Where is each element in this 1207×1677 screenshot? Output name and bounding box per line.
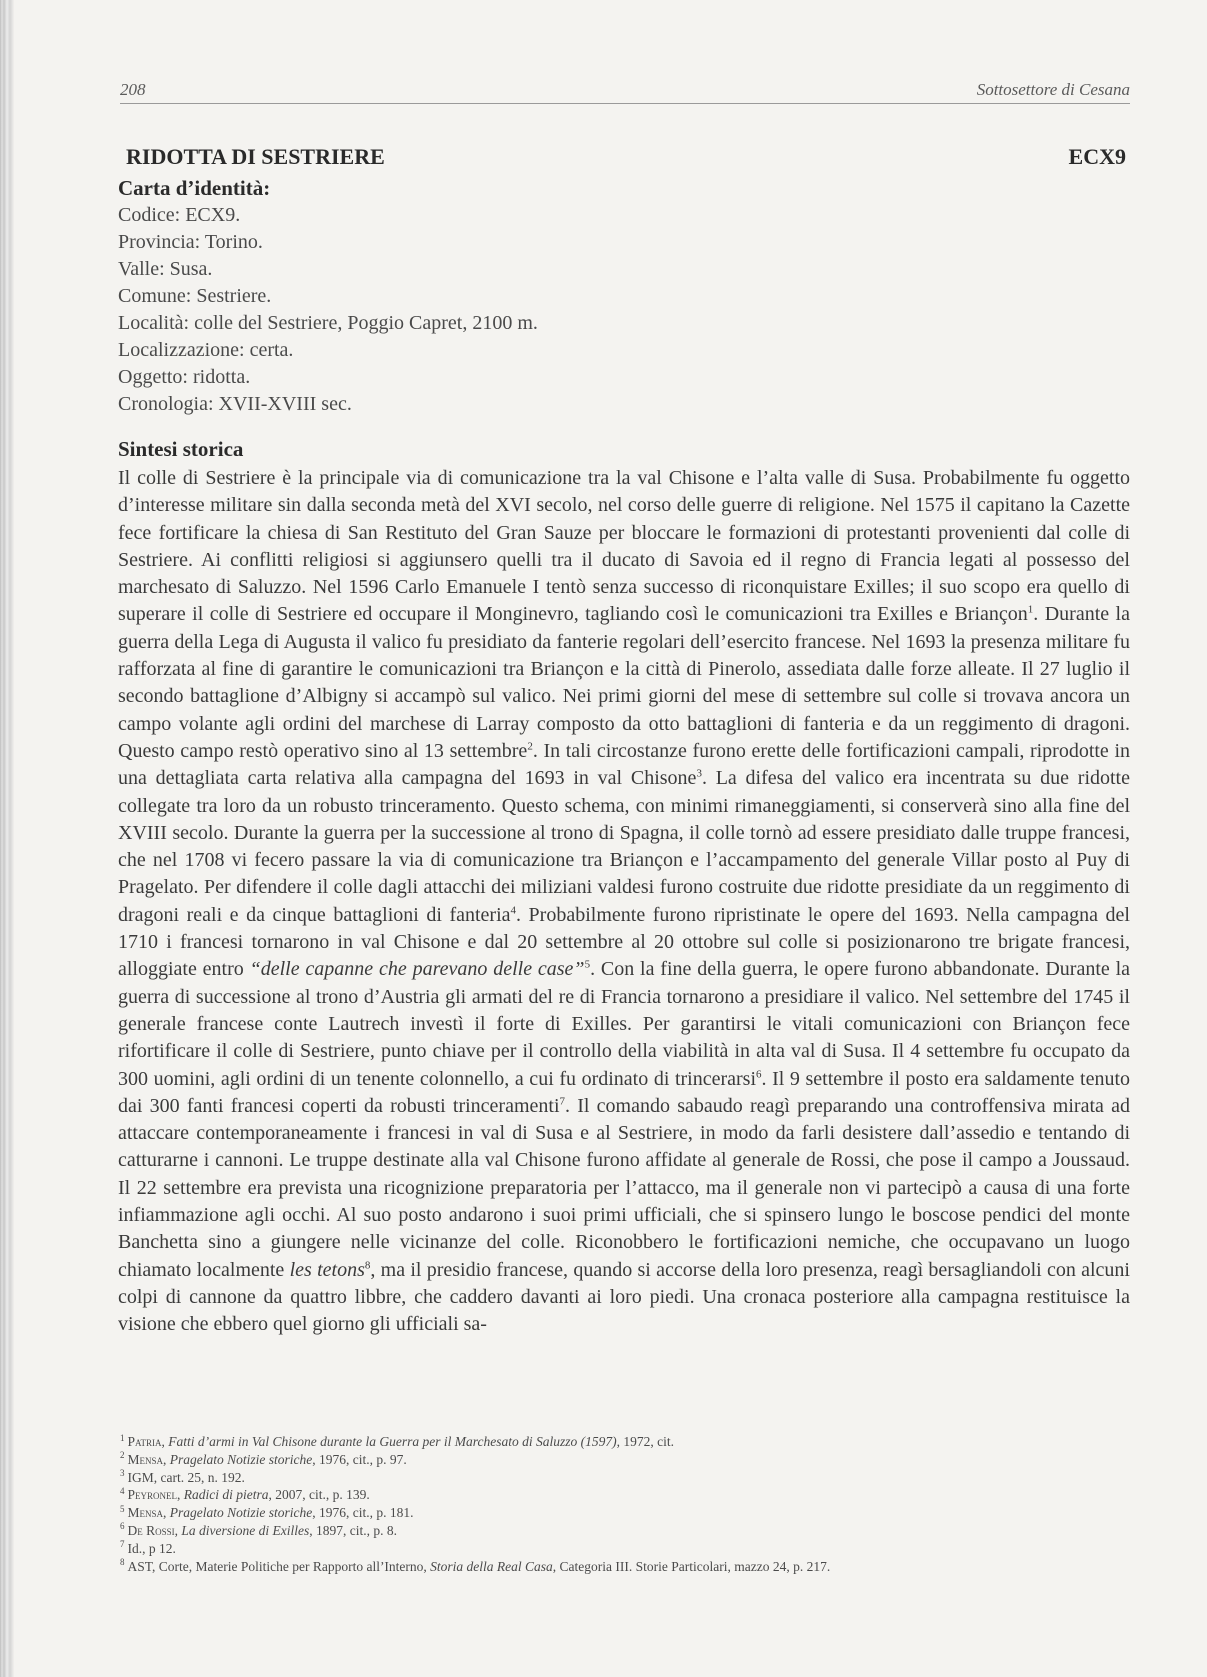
footnote-title: Pragelato Notizie storiche: [169, 1505, 313, 1521]
synthesis-body: [118, 465, 1130, 1339]
footnote-source: AST, Corte, Materie Politiche per Rapporto all’Interno,: [127, 1558, 431, 1574]
identity-line-localization: Localizzazione: certa.: [118, 339, 294, 361]
identity-line-code: Codice: ECX9.: [118, 204, 241, 226]
footnote-ref[interactable]: 5: [584, 958, 591, 971]
footnote-sep: ,: [174, 1522, 182, 1538]
footnote-author: Peyronel: [127, 1487, 178, 1503]
footnote-title: Fatti d’armi in Val Chisone durante la Guerra per il Marchesato di Saluzzo (1597): [168, 1434, 617, 1449]
page-number: 208: [120, 80, 146, 99]
identity-line-municipality: Comune: Sestriere.: [118, 285, 272, 307]
footnote-number: 3: [120, 1468, 125, 1479]
text-run: . Il 9 settembre il posto era saldamente tenuto dai 300 fanti francesi coperti da robusti trinceramenti: [118, 1067, 1131, 1117]
footnote-number: 8: [120, 1557, 125, 1568]
footnote-title: Storia della Real Casa: [430, 1558, 553, 1574]
footnote-ref[interactable]: 6: [756, 1067, 762, 1080]
footnote-ref[interactable]: 4: [510, 904, 517, 917]
text-run: Il colle di Sestriere è la principale via di comunicazione tra la val Chisone e l’alta valle di Susa. Probabilmente fu oggetto d’interesse militare sin dalla seconda metà del XVI secolo, nel corso delle guerre di religione. Nel 1575 il capitano la Cazette fece fortificare la chiesa di San Restituto del Gran Sauze per bloccare le formazioni di protestanti provenienti dal colle di Sestriere. Ai conflitti religiosi si aggiunsero quelli tra il ducato di Savoia ed il regno di Francia legati al possesso del marchesato di Saluzzo. Nel 1596 Carlo Emanuele I tentò senza successo di riconquistare Exilles; il suo scopo era quello di superare il colle di Sestriere ed occupare il Monginevro, tagliando così le comunicazioni tra Exilles e Briançon: [118, 467, 1130, 626]
header-rule: [120, 103, 1130, 104]
footnote-8: [120, 1558, 1130, 1576]
text-run: , ma il presidio francese, quando si accorse della loro presenza, reagì bersagliandoli con alcuni colpi di cannone da quattro libbre, che caddero davanti ai loro piedi. Una cronaca posteriore alla campagna restituisce la visione che ebbero quel giorno gli ufficiali sa-: [118, 1258, 1130, 1336]
footnote-author: Mensa: [127, 1505, 164, 1521]
identity-heading: Carta d’identità:: [118, 176, 271, 200]
footnote-1: [120, 1433, 1130, 1451]
italic-term: les tetons: [289, 1258, 365, 1281]
text-run: . La difesa del valico era incentrata su due ridotte collegate tra loro da un robusto trinceramento. Questo schema, con minimi rimaneggiamenti, si conserverà sino alla fine del XVIII secolo. Durante la guerra per la successione al trono di Spagna, il colle tornò ad essere presidiato dalle truppe francesi, che nel 1708 vi fecero passare la via di comunicazione tra Briançon e l’accampamento del generale Villar posto al Puy di Pragelato. Per difendere il colle dagli attacchi dei miliziani valdesi furono costruite due ridotte presidiate da un reggimento di dragoni reali e da cinque battaglioni di fanteria: [118, 767, 1130, 926]
footnote-5: [120, 1504, 1130, 1522]
footnote-7: [120, 1540, 1130, 1558]
footnote-rest: IGM, cart. 25, n. 192.: [127, 1469, 245, 1485]
footnote-number: 5: [120, 1503, 125, 1514]
footnote-2: [120, 1451, 1130, 1469]
identity-line-chronology: Cronologia: XVII-XVIII sec.: [118, 393, 352, 415]
footnote-ref[interactable]: 3: [696, 767, 702, 780]
footnote-4: [120, 1486, 1130, 1504]
text-run: . Durante la guerra della Lega di Augusta il valico fu presidiato da fanterie regolari dell’esercito francese. Nel 1693 la presenza militare fu rafforzata al fine di garantire le comunicazioni tra Briançon e la città di Pinerolo, assediata dalle forze alleate. Il 27 luglio il secondo battaglione d’Albigny si accampò sul valico. Nei primi giorni del mese di settembre sul colle si trovava ancora un campo volante agli ordini del marchese di Larray composto da otto battaglioni di fanteria e da un reggimento di dragoni. Questo campo restò operativo sino al 13 settembre: [118, 603, 1130, 762]
synthesis-heading: Sintesi storica: [118, 437, 244, 461]
footnote-ref[interactable]: 1: [1027, 603, 1034, 616]
identity-line-valley: Valle: Susa.: [118, 258, 213, 280]
footnote-rest: , Categoria III. Storie Particolari, mazzo 24, p. 217.: [552, 1558, 831, 1574]
footnote-rest: , 1972, cit.: [616, 1434, 674, 1449]
book-spine-shadow: [0, 0, 14, 1677]
entry-code: ECX9: [1068, 144, 1126, 169]
text-run: . In tali circostanze furono erette delle fortificazioni campali, riprodotte in una dettagliata carta relativa alla campagna del 1693 in val Chisone: [118, 739, 1131, 790]
footnote-author: Mensa: [127, 1451, 164, 1467]
footnote-ref[interactable]: 2: [527, 740, 533, 753]
footnote-author: Patria: [127, 1434, 162, 1449]
footnote-3: [120, 1469, 1130, 1487]
text-run: . Il comando sabaudo reagì preparando una controffensiva mirata ad attaccare contemporaneamente i francesi in val di Susa e al Sestriere, in modo da farli desistere dall’assedio e tentando di catturarne i cannoni. Le truppe destinate alla val Chisone furono affidate al generale de Rossi, che pose il campo a Joussaud. Il 22 settembre era prevista una ricognizione preparatoria per l’attacco, ma il generale non vi partecipò a causa di una forte infiammazione agli occhi. Al suo posto andarono i suoi primi ufficiali, che si spinsero lungo le boscose pendici del monte Banchetta sino a giungere nelle vicinanze del colle. Riconobbero le fortificazioni nemiche, che occupavano un luogo chiamato localmente: [118, 1094, 1130, 1281]
entry-title-row: [126, 138, 1126, 170]
text-run: . Probabilmente furono ripristinate le opere del 1693. Nella campagna del 1710 i francesi tornarono in val Chisone e dal 20 settembre al 20 ottobre sul colle si posizionarono tre brigate francesi, alloggiate entro: [118, 903, 1130, 981]
text-run: . Con la fine della guerra, le opere furono abbandonate. Durante la guerra di successione al trono d’Austria gli armati del re di Francia tornarono a presidiare il valico. Nel settembre del 1745 il generale francese conte Lautrech investì il forte di Exilles. Per garantirsi le vitali comunicazioni con Briançon fece rifortificare il colle di Sestriere, punto chiave per il controllo della viabilità in alta val di Susa. Il 4 settembre fu occupato da 300 uomini, agli ordini di un tenente colonnello, a cui fu ordinato di trincerarsi: [118, 958, 1131, 1090]
quoted-text: “delle capanne che parevano delle case”: [249, 958, 585, 981]
running-header: [120, 80, 1130, 100]
footnote-6: [120, 1522, 1130, 1540]
footnote-sep: ,: [177, 1487, 184, 1503]
footnote-ref[interactable]: 8: [364, 1258, 371, 1271]
footnote-rest: Id., p 12.: [127, 1540, 176, 1556]
footnotes: [120, 1433, 1130, 1575]
footnote-number: 2: [120, 1450, 125, 1461]
footnote-rest: , 1976, cit., p. 181.: [312, 1505, 414, 1521]
footnote-title: Pragelato Notizie storiche: [169, 1451, 313, 1467]
footnote-sep: ,: [163, 1505, 170, 1521]
footnote-ref[interactable]: 7: [559, 1095, 566, 1108]
identity-line-province: Provincia: Torino.: [118, 231, 263, 253]
footnote-rest: , 2007, cit., p. 139.: [268, 1487, 370, 1503]
identity-line-locality: Località: colle del Sestriere, Poggio Capret, 2100 m.: [118, 312, 538, 334]
footnote-number: 4: [120, 1485, 125, 1496]
footnote-number: 6: [120, 1521, 125, 1532]
footnote-title: La diversione di Exilles: [181, 1522, 310, 1538]
entry-title: RIDOTTA DI SESTRIERE: [126, 144, 385, 169]
footnote-sep: ,: [161, 1434, 169, 1449]
footnote-rest: , 1897, cit., p. 8.: [309, 1522, 397, 1538]
footnote-number: 1: [120, 1432, 125, 1443]
identity-card: [118, 175, 1118, 418]
footnote-author: De Rossi: [127, 1522, 175, 1538]
synthesis-paragraph: [118, 465, 1130, 1339]
identity-line-object: Oggetto: ridotta.: [118, 366, 251, 388]
footnote-number: 7: [120, 1539, 125, 1550]
footnote-sep: ,: [163, 1451, 170, 1467]
section-title: Sottosettore di Cesana: [976, 80, 1130, 99]
footnote-rest: , 1976, cit., p. 97.: [312, 1451, 407, 1467]
footnote-title: Radici di pietra: [183, 1487, 269, 1503]
